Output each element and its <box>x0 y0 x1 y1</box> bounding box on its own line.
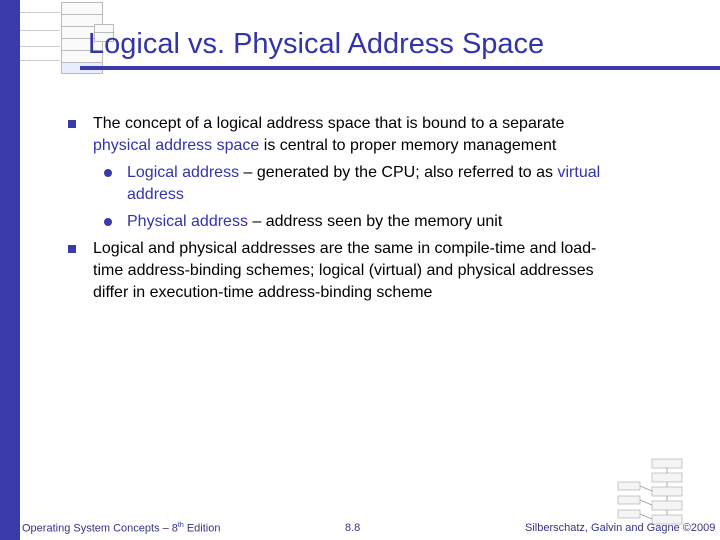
sub-bullet-item <box>68 162 608 206</box>
footer-course-superscript: th <box>177 522 184 529</box>
title-underline <box>80 66 720 70</box>
bullet-item <box>68 113 608 157</box>
bullet-text: – generated by the CPU; also referred to as <box>239 164 558 181</box>
bullet-text: Logical and physical addresses are the same in compile-time and load-time address-binding schemes; logical (virtual) and physical addresses differ in execution-time address-binding scheme <box>93 240 597 301</box>
sub-bullet-item <box>68 211 608 233</box>
footer-slide-number: 8.8 <box>345 522 361 534</box>
round-bullet-icon <box>104 169 112 177</box>
footer-course-edition: Edition <box>183 522 221 535</box>
slide-body <box>68 113 608 309</box>
bullet-highlight: Logical address <box>127 164 240 181</box>
bullet-highlight: Physical address <box>127 213 248 230</box>
footer-course-title <box>22 522 220 535</box>
round-bullet-icon <box>104 218 112 226</box>
bullet-text: is central to proper memory management <box>259 137 557 154</box>
square-bullet-icon <box>68 120 76 128</box>
bullet-text: The concept of a logical address space that is bound to a separate <box>93 115 565 132</box>
footer-copyright: Silberschatz, Galvin and Gagne ©2009 <box>525 522 716 534</box>
left-accent-bar <box>0 0 20 540</box>
footer-course-text: Operating System Concepts – 8 <box>22 522 178 535</box>
bullet-text: – address seen by the memory unit <box>247 213 503 230</box>
bullet-item <box>68 238 608 304</box>
square-bullet-icon <box>68 245 76 253</box>
slide-title: Logical vs. Physical Address Space <box>88 28 545 60</box>
bullet-highlight: virtual address <box>127 164 601 203</box>
bullet-highlight: physical address space <box>93 137 260 154</box>
